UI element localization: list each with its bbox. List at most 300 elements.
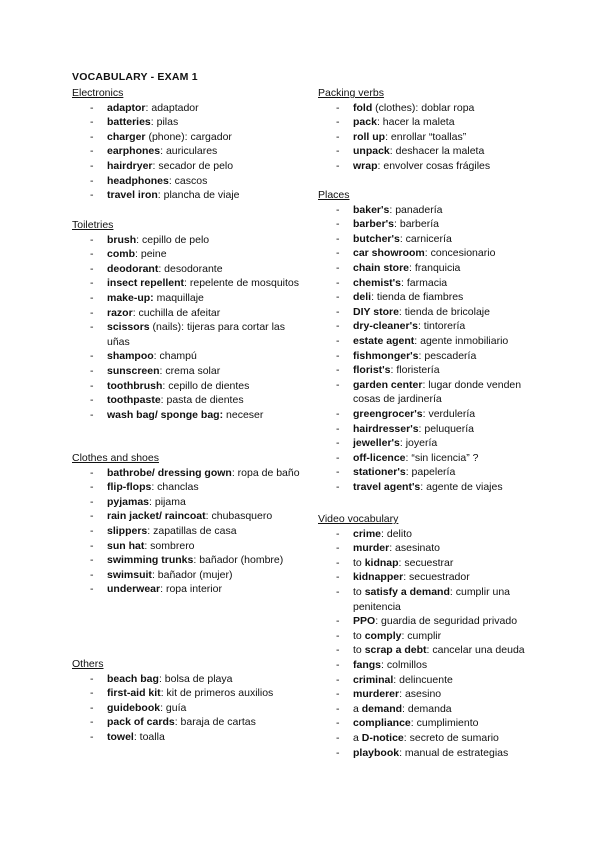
- vocab-term: batteries: [107, 116, 151, 129]
- vocab-definition: : joyería: [399, 437, 438, 450]
- list-item: [72, 701, 302, 716]
- list-item: [72, 349, 302, 364]
- vocab-definition: : pescadería: [418, 349, 477, 362]
- bullet-dash: -: [336, 203, 340, 216]
- vocab-definition: (clothes): doblar ropa: [372, 101, 475, 114]
- vocab-term: kidnap: [364, 556, 399, 569]
- list-item: [318, 130, 533, 145]
- bullet-dash: -: [336, 527, 340, 540]
- vocab-term: PPO: [353, 615, 376, 628]
- bullet-dash: -: [90, 379, 94, 392]
- vocab-definition: : delincuente: [393, 673, 453, 686]
- vocab-definition: : baraja de cartas: [174, 716, 256, 729]
- bullet-dash: -: [336, 702, 340, 715]
- vocab-definition: : cuchilla de afeitar: [132, 306, 221, 319]
- bullet-dash: -: [336, 731, 340, 744]
- list-item: [318, 115, 533, 130]
- vocab-term: satisfy a demand: [364, 585, 450, 598]
- vocab-definition: : tienda de bricolaje: [398, 305, 490, 318]
- section-title: Toiletries: [72, 219, 114, 231]
- vocab-definition: : secuestrar: [398, 556, 454, 569]
- list-item: [72, 539, 302, 554]
- list-item: [72, 101, 302, 116]
- vocab-definition: : barbería: [394, 218, 439, 231]
- list-item: [72, 276, 302, 291]
- bullet-dash: -: [90, 672, 94, 685]
- vocab-term: slippers: [107, 524, 148, 537]
- vocab-definition: : zapatillas de casa: [147, 524, 237, 537]
- bullet-dash: -: [90, 159, 94, 172]
- vocab-term: swimsuit: [107, 568, 152, 581]
- bullet-dash: -: [336, 571, 340, 584]
- vocab-definition: : auriculares: [160, 145, 218, 158]
- list-item: [318, 101, 533, 116]
- bullet-dash: -: [336, 378, 340, 391]
- vocab-term: hairdryer: [107, 159, 153, 172]
- term-prefix: a: [353, 731, 362, 744]
- bullet-dash: -: [90, 233, 94, 246]
- vocab-term: baker's: [353, 203, 390, 216]
- vocab-term: demand: [361, 702, 403, 715]
- vocab-definition: : papelería: [405, 466, 456, 479]
- bullet-dash: -: [336, 556, 340, 569]
- term-prefix: to: [353, 585, 365, 598]
- bullet-dash: -: [336, 291, 340, 304]
- vocab-definition: : desodorante: [158, 262, 223, 275]
- vocab-list: [72, 101, 302, 203]
- bullet-dash: -: [336, 407, 340, 420]
- list-item: [72, 568, 302, 583]
- vocab-definition: : ropa de baño: [231, 466, 300, 479]
- list-item: [318, 378, 533, 407]
- vocab-list: [318, 203, 533, 495]
- vocab-term: brush: [107, 233, 137, 246]
- list-item: [72, 159, 302, 174]
- list-item: [318, 658, 533, 673]
- vocab-term: wrap: [353, 159, 378, 172]
- vocab-term: toothpaste: [107, 394, 161, 407]
- bullet-dash: -: [336, 585, 340, 598]
- vocab-term: garden center: [353, 378, 423, 391]
- list-item: [318, 702, 533, 717]
- section-clothes-and-shoes: [72, 451, 302, 597]
- vocab-list: [318, 101, 533, 174]
- list-item: [318, 643, 533, 658]
- vocab-definition: : bolsa de playa: [158, 672, 233, 685]
- list-item: [72, 582, 302, 597]
- bullet-dash: -: [336, 349, 340, 362]
- list-item: [318, 407, 533, 422]
- list-item: [318, 556, 533, 571]
- vocab-definition: : guardia de seguridad privado: [375, 615, 518, 628]
- bullet-dash: -: [336, 364, 340, 377]
- vocab-term: D-notice: [361, 731, 404, 744]
- bullet-dash: -: [90, 145, 94, 158]
- vocab-definition: : kit de primeros auxilios: [160, 687, 274, 700]
- vocab-definition: maquillaje: [153, 291, 204, 304]
- vocab-definition: (nails): tijeras para cortar las uñas: [107, 321, 286, 348]
- bullet-dash: -: [90, 394, 94, 407]
- vocab-term: sunscreen: [107, 364, 160, 377]
- bullet-dash: -: [336, 422, 340, 435]
- list-item: [318, 305, 533, 320]
- vocab-definition: : asesinato: [389, 542, 440, 555]
- bullet-dash: -: [90, 466, 94, 479]
- vocab-definition: : cumplimiento: [410, 717, 479, 730]
- bullet-dash: -: [336, 658, 340, 671]
- bullet-dash: -: [90, 554, 94, 567]
- bullet-dash: -: [336, 261, 340, 274]
- vocab-list: [72, 672, 302, 745]
- list-item: [318, 629, 533, 644]
- vocab-term: wash bag/ sponge bag:: [107, 408, 224, 421]
- bullet-dash: -: [336, 615, 340, 628]
- vocab-definition: : repelente de mosquitos: [184, 277, 300, 290]
- vocab-term: razor: [107, 306, 133, 319]
- vocab-definition: : cepillo de dientes: [162, 379, 250, 392]
- list-item: [318, 614, 533, 629]
- vocab-term: compliance: [353, 717, 411, 730]
- vocab-definition: : bañador (mujer): [151, 568, 233, 581]
- section-title: Video vocabulary: [318, 513, 399, 525]
- bullet-dash: -: [90, 248, 94, 261]
- bullet-dash: -: [336, 644, 340, 657]
- vocab-term: pack of cards: [107, 716, 175, 729]
- section-title: Others: [72, 658, 104, 670]
- vocab-term: murder: [353, 542, 390, 555]
- section-packing-verbs: [318, 86, 533, 174]
- vocab-definition: : adaptador: [145, 101, 199, 114]
- bullet-dash: -: [336, 451, 340, 464]
- bullet-dash: -: [336, 116, 340, 129]
- bullet-dash: -: [336, 334, 340, 347]
- vocab-definition: : cancelar una deuda: [426, 644, 525, 657]
- vocab-term: greengrocer's: [353, 407, 423, 420]
- vocab-term: rain jacket/ raincoat: [107, 510, 206, 523]
- bullet-dash: -: [90, 495, 94, 508]
- vocab-definition: : pijama: [149, 495, 186, 508]
- bullet-dash: -: [336, 130, 340, 143]
- term-prefix: to: [353, 556, 365, 569]
- bullet-dash: -: [90, 130, 94, 143]
- bullet-dash: -: [90, 350, 94, 363]
- bullet-dash: -: [90, 568, 94, 581]
- vocab-term: hairdresser's: [353, 422, 419, 435]
- list-item: [72, 233, 302, 248]
- list-item: [318, 334, 533, 349]
- section-places: [318, 188, 533, 494]
- list-item: [72, 730, 302, 745]
- list-item: [318, 451, 533, 466]
- section-title: Packing verbs: [318, 87, 384, 99]
- list-item: [72, 174, 302, 189]
- vocab-definition: (phone): cargador: [145, 130, 232, 143]
- list-item: [72, 115, 302, 130]
- list-item: [318, 673, 533, 688]
- list-item: [318, 276, 533, 291]
- list-item: [318, 585, 533, 614]
- list-item: [72, 495, 302, 510]
- vocab-definition: : pasta de dientes: [160, 394, 244, 407]
- bullet-dash: -: [90, 730, 94, 743]
- list-item: [318, 541, 533, 556]
- list-item: [318, 217, 533, 232]
- term-prefix: to: [353, 629, 365, 642]
- section-title: Electronics: [72, 87, 124, 99]
- vocab-term: estate agent: [353, 334, 415, 347]
- bullet-dash: -: [90, 291, 94, 304]
- vocab-term: playbook: [353, 746, 400, 759]
- vocab-term: fangs: [353, 658, 382, 671]
- vocab-term: comb: [107, 248, 136, 261]
- vocab-term: travel agent's: [353, 480, 421, 493]
- vocab-definition: : guía: [160, 701, 187, 714]
- vocab-definition: : farmacia: [401, 276, 448, 289]
- list-item: [318, 203, 533, 218]
- section-others: [72, 657, 302, 745]
- bullet-dash: -: [336, 218, 340, 231]
- bullet-dash: -: [336, 232, 340, 245]
- bullet-dash: -: [336, 480, 340, 493]
- bullet-dash: -: [336, 746, 340, 759]
- vocab-definition: : concesionario: [424, 247, 496, 260]
- vocab-list: [72, 233, 302, 423]
- vocab-definition: : enrollar “toallas”: [385, 130, 467, 143]
- vocab-definition: : cascos: [168, 174, 208, 187]
- list-item: [318, 480, 533, 495]
- vocab-term: earphones: [107, 145, 161, 158]
- vocab-term: towel: [107, 730, 134, 743]
- vocab-term: fishmonger's: [353, 349, 419, 362]
- vocab-definition: : “sin licencia” ?: [405, 451, 479, 464]
- vocab-definition: : envolver cosas frágiles: [377, 159, 491, 172]
- list-item: [318, 746, 533, 761]
- vocab-term: criminal: [353, 673, 394, 686]
- vocab-definition: : champú: [153, 350, 197, 363]
- term-prefix: a: [353, 702, 362, 715]
- list-item: [72, 144, 302, 159]
- list-item: [318, 436, 533, 451]
- vocab-definition: : tienda de fiambres: [371, 291, 464, 304]
- bullet-dash: -: [90, 116, 94, 129]
- list-item: [318, 687, 533, 702]
- vocab-definition: neceser: [223, 408, 264, 421]
- list-item: [318, 716, 533, 731]
- bullet-dash: -: [90, 189, 94, 202]
- vocab-term: deli: [353, 291, 372, 304]
- list-item: [318, 144, 533, 159]
- section-title: Clothes and shoes: [72, 452, 159, 464]
- bullet-dash: -: [90, 101, 94, 114]
- vocab-term: flip-flops: [107, 481, 152, 494]
- vocab-definition: : secador de pelo: [152, 159, 234, 172]
- vocab-term: roll up: [353, 130, 386, 143]
- bullet-dash: -: [90, 510, 94, 523]
- vocab-definition: : floristería: [390, 364, 440, 377]
- bullet-dash: -: [90, 408, 94, 421]
- vocab-term: jeweller's: [353, 437, 400, 450]
- vocab-term: insect repellent: [107, 277, 185, 290]
- vocab-definition: : hacer la maleta: [376, 116, 455, 129]
- list-item: [72, 715, 302, 730]
- list-item: [72, 553, 302, 568]
- bullet-dash: -: [90, 262, 94, 275]
- vocab-definition: : bañador (hombre): [193, 554, 284, 567]
- vocab-definition: : secreto de sumario: [403, 731, 499, 744]
- vocab-term: butcher's: [353, 232, 400, 245]
- list-item: [72, 480, 302, 495]
- vocab-definition: : toalla: [133, 730, 165, 743]
- vocab-term: headphones: [107, 174, 169, 187]
- vocab-list: [318, 527, 533, 761]
- vocab-term: swimming trunks: [107, 554, 194, 567]
- vocab-term: chemist's: [353, 276, 402, 289]
- bullet-dash: -: [90, 174, 94, 187]
- vocab-term: deodorant: [107, 262, 159, 275]
- vocab-term: florist's: [353, 364, 391, 377]
- vocab-definition: : carnicería: [399, 232, 452, 245]
- vocab-definition: : secuestrador: [403, 571, 470, 584]
- vocab-term: fold: [353, 101, 373, 114]
- list-item: [72, 364, 302, 379]
- bullet-dash: -: [336, 305, 340, 318]
- list-item: [318, 363, 533, 378]
- bullet-dash: -: [90, 481, 94, 494]
- vocab-definition: : lugar donde venden cosas de jardinería: [353, 378, 522, 406]
- list-item: [318, 319, 533, 334]
- list-item: [72, 130, 302, 145]
- vocab-definition: : sombrero: [144, 539, 195, 552]
- vocab-term: scissors: [107, 321, 150, 334]
- vocab-term: barber's: [353, 218, 395, 231]
- list-item: [318, 246, 533, 261]
- bullet-dash: -: [90, 701, 94, 714]
- list-item: [72, 686, 302, 701]
- vocab-term: car showroom: [353, 247, 425, 260]
- vocab-term: beach bag: [107, 672, 159, 685]
- bullet-dash: -: [336, 159, 340, 172]
- vocab-term: underwear: [107, 583, 161, 596]
- vocab-definition: : asesino: [399, 688, 442, 701]
- vocab-definition: : ropa interior: [160, 583, 222, 596]
- list-item: [72, 466, 302, 481]
- bullet-dash: -: [90, 306, 94, 319]
- list-item: [318, 261, 533, 276]
- vocab-definition: : verdulería: [422, 407, 476, 420]
- vocab-definition: : panadería: [389, 203, 443, 216]
- vocab-term: first-aid kit: [107, 687, 161, 700]
- list-item: [72, 408, 302, 423]
- bullet-dash: -: [336, 688, 340, 701]
- vocab-term: pack: [353, 116, 377, 129]
- bullet-dash: -: [336, 542, 340, 555]
- vocab-term: shampoo: [107, 350, 154, 363]
- bullet-dash: -: [336, 437, 340, 450]
- vocab-definition: : plancha de viaje: [157, 189, 240, 202]
- vocab-term: make-up:: [107, 291, 154, 304]
- list-item: [72, 320, 302, 349]
- vocab-definition: : demanda: [402, 702, 452, 715]
- bullet-dash: -: [336, 466, 340, 479]
- vocab-term: chain store: [353, 261, 410, 274]
- vocab-definition: : cumplir: [401, 629, 442, 642]
- vocab-definition: : franquicia: [409, 261, 461, 274]
- bullet-dash: -: [90, 687, 94, 700]
- list-item: [318, 731, 533, 746]
- vocab-definition: : cepillo de pelo: [136, 233, 210, 246]
- vocab-definition: : chubasquero: [205, 510, 273, 523]
- bullet-dash: -: [90, 583, 94, 596]
- vocab-definition: : agente de viajes: [420, 480, 503, 493]
- vocab-term: unpack: [353, 145, 390, 158]
- vocab-definition: : peine: [135, 248, 167, 261]
- vocab-term: off-licence: [353, 451, 406, 464]
- list-item: [72, 379, 302, 394]
- vocab-definition: : delito: [381, 527, 412, 540]
- document-title: VOCABULARY - EXAM 1: [72, 71, 198, 83]
- vocab-term: dry-cleaner's: [353, 320, 418, 333]
- list-item: [318, 349, 533, 364]
- section-title: Places: [318, 189, 350, 201]
- bullet-dash: -: [90, 539, 94, 552]
- vocab-definition: : agente inmobiliario: [414, 334, 509, 347]
- bullet-dash: -: [90, 364, 94, 377]
- bullet-dash: -: [336, 145, 340, 158]
- vocab-list: [72, 466, 302, 597]
- list-item: [72, 509, 302, 524]
- list-item: [72, 188, 302, 203]
- list-item: [318, 527, 533, 542]
- vocab-term: bathrobe/ dressing gown: [107, 466, 232, 479]
- vocab-term: travel iron: [107, 189, 158, 202]
- bullet-dash: -: [336, 276, 340, 289]
- list-item: [318, 422, 533, 437]
- vocab-term: murderer: [353, 688, 400, 701]
- bullet-dash: -: [90, 524, 94, 537]
- vocab-definition: : crema solar: [159, 364, 221, 377]
- vocab-term: guidebook: [107, 701, 161, 714]
- term-prefix: to: [353, 644, 365, 657]
- vocab-term: DIY store: [353, 305, 399, 318]
- bullet-dash: -: [336, 320, 340, 333]
- list-item: [318, 159, 533, 174]
- vocab-definition: : cumplir una penitencia: [353, 585, 510, 613]
- vocab-term: scrap a debt: [364, 644, 427, 657]
- vocab-term: stationer's: [353, 466, 406, 479]
- vocab-term: kidnapper: [353, 571, 404, 584]
- list-item: [72, 262, 302, 277]
- vocab-definition: : pilas: [150, 116, 179, 129]
- vocab-definition: : chanclas: [151, 481, 199, 494]
- vocab-definition: : peluquería: [418, 422, 475, 435]
- bullet-dash: -: [336, 629, 340, 642]
- list-item: [72, 306, 302, 321]
- list-item: [318, 290, 533, 305]
- vocab-definition: : deshacer la maleta: [389, 145, 485, 158]
- vocab-definition: : colmillos: [381, 658, 428, 671]
- section-video-vocabulary: [318, 512, 533, 760]
- vocab-definition: : manual de estrategias: [399, 746, 509, 759]
- bullet-dash: -: [336, 101, 340, 114]
- bullet-dash: -: [336, 673, 340, 686]
- list-item: [72, 524, 302, 539]
- vocab-term: toothbrush: [107, 379, 163, 392]
- section-toiletries: [72, 218, 302, 422]
- bullet-dash: -: [90, 716, 94, 729]
- list-item: [318, 570, 533, 585]
- section-electronics: [72, 86, 302, 203]
- list-item: [72, 291, 302, 306]
